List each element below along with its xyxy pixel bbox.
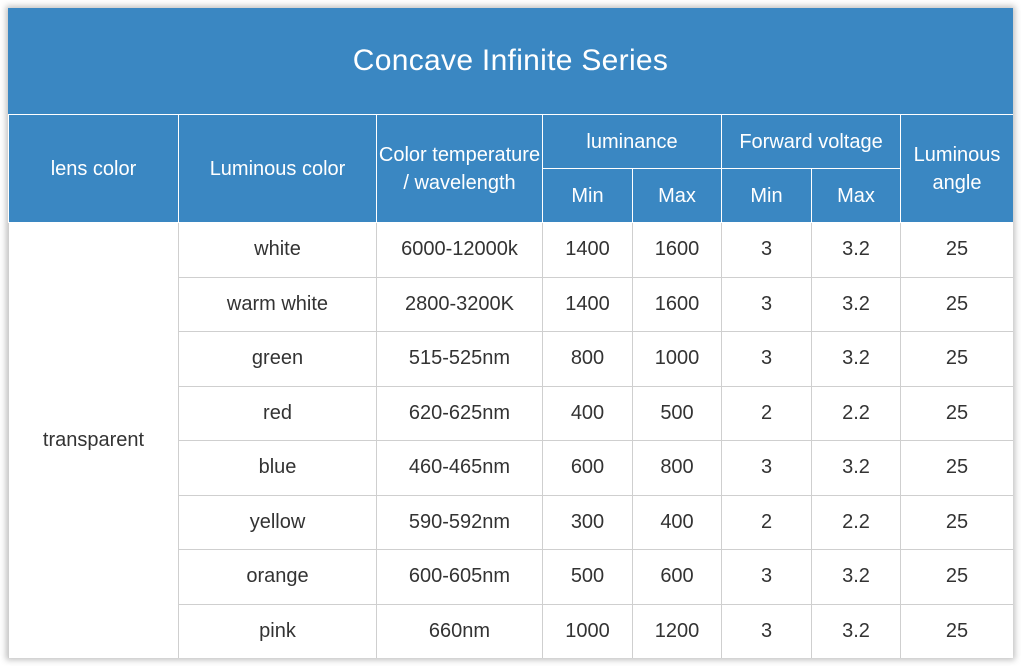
header-forward-voltage: Forward voltage [722,115,901,169]
header-luminous-angle: Luminous angle [901,115,1013,223]
spec-table-card [8,8,1013,658]
voltage-max-cell: 3.2 [812,332,901,387]
luminance-min-cell: 400 [543,386,633,441]
voltage-max-cell: 2.2 [812,495,901,550]
luminance-max-cell: 1000 [633,332,722,387]
table-title: Concave Infinite Series [8,8,1013,114]
voltage-max-cell: 3.2 [812,550,901,605]
luminance-max-cell: 400 [633,495,722,550]
angle-cell: 25 [901,277,1013,332]
luminance-min-cell: 1400 [543,277,633,332]
table-row [9,223,1014,278]
voltage-max-cell: 3.2 [812,277,901,332]
voltage-min-cell: 3 [722,604,812,658]
luminous-color-cell: orange [179,550,377,605]
header-color-temperature: Color temperature / wavelength [377,115,543,223]
angle-cell: 25 [901,386,1013,441]
luminous-color-cell: pink [179,604,377,658]
luminous-color-cell: white [179,223,377,278]
luminance-min-cell: 1000 [543,604,633,658]
wavelength-cell: 460-465nm [377,441,543,496]
angle-cell: 25 [901,495,1013,550]
voltage-min-cell: 2 [722,386,812,441]
luminance-max-cell: 1200 [633,604,722,658]
voltage-max-cell: 2.2 [812,386,901,441]
luminous-color-cell: blue [179,441,377,496]
wavelength-cell: 600-605nm [377,550,543,605]
header-luminance-min: Min [543,169,633,223]
luminance-min-cell: 800 [543,332,633,387]
angle-cell: 25 [901,441,1013,496]
luminance-min-cell: 300 [543,495,633,550]
voltage-min-cell: 3 [722,223,812,278]
angle-cell: 25 [901,223,1013,278]
angle-cell: 25 [901,604,1013,658]
angle-cell: 25 [901,550,1013,605]
luminance-max-cell: 1600 [633,223,722,278]
luminous-color-cell: warm white [179,277,377,332]
angle-cell: 25 [901,332,1013,387]
voltage-max-cell: 3.2 [812,604,901,658]
wavelength-cell: 660nm [377,604,543,658]
header-voltage-max: Max [812,169,901,223]
luminance-min-cell: 1400 [543,223,633,278]
wavelength-cell: 590-592nm [377,495,543,550]
wavelength-cell: 515-525nm [377,332,543,387]
header-luminous-color: Luminous color [179,115,377,223]
header-lens-color: lens color [9,115,179,223]
wavelength-cell: 2800-3200K [377,277,543,332]
voltage-min-cell: 2 [722,495,812,550]
header-luminance: luminance [543,115,722,169]
wavelength-cell: 620-625nm [377,386,543,441]
luminance-max-cell: 1600 [633,277,722,332]
voltage-min-cell: 3 [722,441,812,496]
spec-table [8,114,1013,658]
luminance-min-cell: 600 [543,441,633,496]
luminous-color-cell: red [179,386,377,441]
luminance-max-cell: 800 [633,441,722,496]
wavelength-cell: 6000-12000k [377,223,543,278]
header-luminance-max: Max [633,169,722,223]
luminance-max-cell: 600 [633,550,722,605]
luminous-color-cell: green [179,332,377,387]
voltage-max-cell: 3.2 [812,441,901,496]
voltage-min-cell: 3 [722,332,812,387]
luminance-min-cell: 500 [543,550,633,605]
voltage-min-cell: 3 [722,550,812,605]
luminance-max-cell: 500 [633,386,722,441]
luminous-color-cell: yellow [179,495,377,550]
header-voltage-min: Min [722,169,812,223]
lens-color-cell: transparent [9,223,179,659]
voltage-min-cell: 3 [722,277,812,332]
voltage-max-cell: 3.2 [812,223,901,278]
